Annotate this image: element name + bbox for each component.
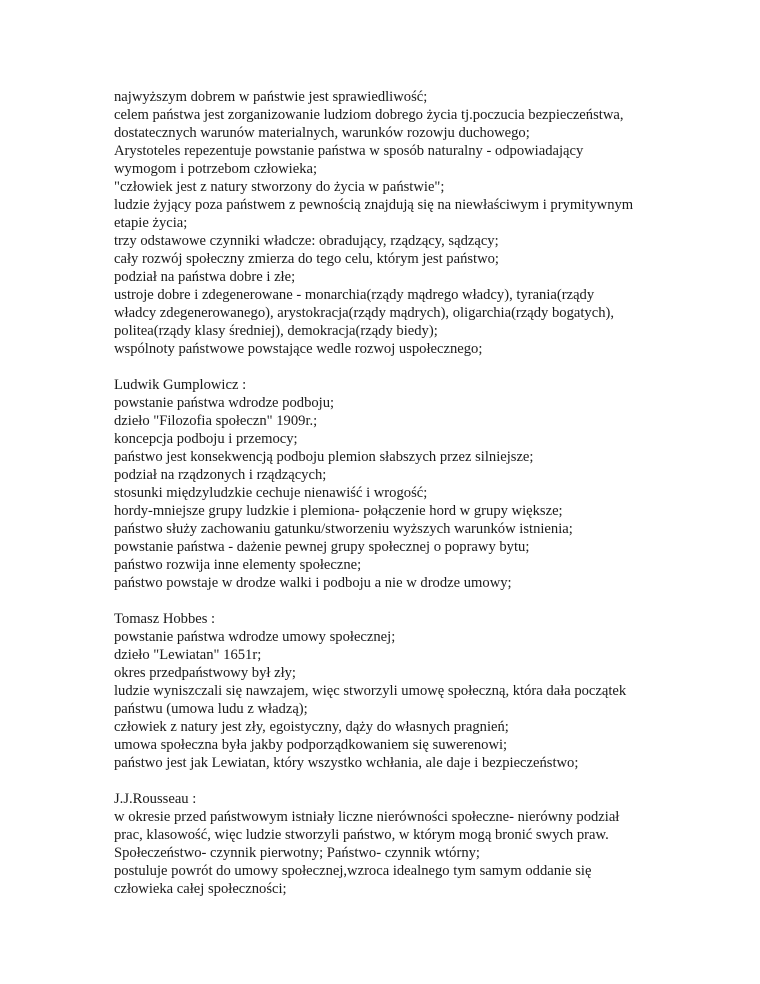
text-line: państwo powstaje w drodze walki i podboju a nie w drodze umowy;: [114, 575, 512, 591]
section-heading: Ludwik Gumplowicz :: [114, 377, 247, 393]
text-line: państwo jest jak Lewiatan, który wszystko wchłania, ale daje i bezpieczeństwo;: [114, 755, 579, 771]
text-line: ludzie wyniszczali się nawzajem, więc stworzyli umowę społeczną, która dała początek: [114, 683, 627, 699]
text-line: powstanie państwa wdrodze umowy społecznej;: [114, 629, 396, 645]
text-line: celem państwa jest zorganizowanie ludziom dobrego życia tj.poczucia bezpieczeństwa,: [114, 107, 624, 123]
text-line: powstanie państwa wdrodze podboju;: [114, 395, 335, 411]
text-line: wymogom i potrzebom człowieka;: [114, 161, 318, 177]
text-line: stosunki międzyludzkie cechuje nienawiść i wrogość;: [114, 485, 428, 501]
document-page: [114, 88, 654, 916]
text-line: ludzie żyjący poza państwem z pewnością znajdują się na niewłaściwym i prymitywnym: [114, 197, 634, 213]
text-line: prac, klasowość, więc ludzie stworzyli państwo, w którym mogą bronić swych praw.: [114, 827, 609, 843]
section-aristotle: [114, 88, 654, 358]
text-line: hordy-mniejsze grupy ludzkie i plemiona- połączenie hord w grupy większe;: [114, 503, 563, 519]
text-line: okres przedpaństwowy był zły;: [114, 665, 296, 681]
section-heading: Tomasz Hobbes :: [114, 611, 216, 627]
section-hobbes: [114, 610, 654, 772]
text-line: etapie życia;: [114, 215, 188, 231]
text-line: trzy odstawowe czynniki władcze: obradujący, rządzący, sądzący;: [114, 233, 499, 249]
text-line: dzieło "Lewiatan" 1651r;: [114, 647, 262, 663]
text-line: dzieło "Filozofia społeczn" 1909r.;: [114, 413, 318, 429]
text-line: politea(rządy klasy średniej), demokracja(rządy biedy);: [114, 323, 438, 339]
text-line: "człowiek jest z natury stworzony do życia w państwie";: [114, 179, 445, 195]
text-line: państwu (umowa ludu z władzą);: [114, 701, 308, 717]
text-line: człowiek z natury jest zły, egoistyczny, dąży do własnych pragnień;: [114, 719, 509, 735]
text-line: cały rozwój społeczny zmierza do tego celu, którym jest państwo;: [114, 251, 499, 267]
section-rousseau: [114, 790, 654, 898]
text-line: władcy zdegenerowanego), arystokracja(rządy mądrych), oligarchia(rządy bogatych),: [114, 305, 614, 321]
text-line: ustroje dobre i zdegenerowane - monarchia(rządy mądrego władcy), tyrania(rządy: [114, 287, 595, 303]
text-line: państwo rozwija inne elementy społeczne;: [114, 557, 362, 573]
section-heading: J.J.Rousseau :: [114, 791, 197, 807]
text-line: podział na rządzonych i rządzących;: [114, 467, 327, 483]
text-line: wspólnoty państwowe powstające wedle rozwoj uspołecznego;: [114, 341, 483, 357]
section-gumplowicz: [114, 376, 654, 592]
text-line: państwo jest konsekwencją podboju plemion słabszych przez silniejsze;: [114, 449, 534, 465]
text-line: państwo służy zachowaniu gatunku/stworzeniu wyższych warunków istnienia;: [114, 521, 573, 537]
text-line: powstanie państwa - dażenie pewnej grupy społecznej o poprawy bytu;: [114, 539, 530, 555]
text-line: człowieka całej społeczności;: [114, 881, 287, 897]
text-line: Arystoteles repezentuje powstanie państwa w sposób naturalny - odpowiadający: [114, 143, 584, 159]
text-line: postuluje powrót do umowy społecznej,wzroca idealnego tym samym oddanie się: [114, 863, 592, 879]
text-line: Społeczeństwo- czynnik pierwotny; Państwo- czynnik wtórny;: [114, 845, 480, 861]
text-line: dostatecznych warunów materialnych, warunków rozowju duchowego;: [114, 125, 530, 141]
text-line: w okresie przed państwowym istniały liczne nierówności społeczne- nierówny podział: [114, 809, 620, 825]
text-line: koncepcja podboju i przemocy;: [114, 431, 298, 447]
text-line: podział na państwa dobre i złe;: [114, 269, 296, 285]
text-line: najwyższym dobrem w państwie jest sprawiedliwość;: [114, 89, 428, 105]
text-line: umowa społeczna była jakby podporządkowaniem się suwerenowi;: [114, 737, 508, 753]
